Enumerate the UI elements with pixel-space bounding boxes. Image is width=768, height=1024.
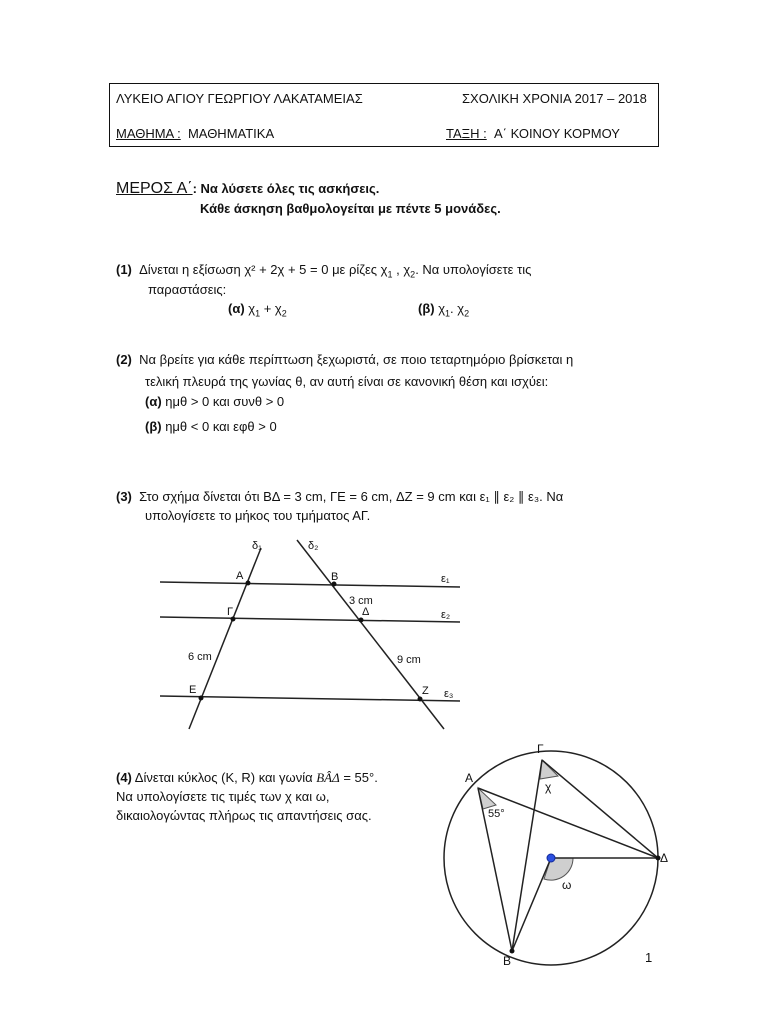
- label-angle-55: 55°: [488, 808, 505, 820]
- q1-line2: παραστάσεις:: [148, 282, 227, 297]
- q1-number: (1): [116, 262, 132, 277]
- label-bd-length: 3 cm: [349, 595, 373, 607]
- q2-line2: τελική πλευρά της γωνίας θ, αν αυτή είναι σε κανονική θέση και ισχύει:: [145, 374, 549, 389]
- part-title: ΜΕΡΟΣ Α΄: [116, 180, 193, 197]
- point-b-circle: [510, 949, 515, 954]
- label-e2: ε₂: [441, 609, 451, 621]
- q3-line2: υπολογίσετε το μήκος του τμήματος ΑΓ.: [145, 508, 371, 523]
- label-d2: δ₂: [308, 540, 319, 552]
- q4-line3: δικαιολογώντας πλήρως τις απαντήσεις σας.: [116, 808, 372, 823]
- q2-number: (2): [116, 352, 132, 367]
- label-d1: δ₁: [252, 540, 262, 552]
- q2-part-b: (β) ημθ < 0 και εφθ > 0: [145, 419, 277, 434]
- q4-line1: (4) Δίνεται κύκλος (Κ, R) και γωνία ΒÂΔ = 55°.: [116, 770, 378, 785]
- label-g-circle: Γ: [537, 742, 544, 756]
- q1-part-a: (α) $\chi_1 + \chi_2$: [228, 301, 287, 319]
- center-k: [547, 854, 555, 862]
- label-g: Γ: [227, 606, 234, 618]
- q3-line1: (3) Στο σχήμα δίνεται ότι ΒΔ = 3 cm, ΓΕ = 6 cm, ΔΖ = 9 cm και ε₁ ∥ ε₂ ∥ ε₃. Να: [116, 489, 564, 504]
- class-label: ΤΑΞΗ :: [446, 126, 487, 141]
- label-z: Ζ: [422, 685, 429, 697]
- label-e1: ε₁: [441, 573, 450, 585]
- q4-number: (4): [116, 770, 132, 785]
- label-angle-x: χ: [545, 780, 552, 794]
- part-line2: Κάθε άσκηση βαθμολογείται με πέντε 5 μονάδες.: [200, 201, 501, 216]
- segment-ad: [478, 788, 658, 858]
- subject-label: ΜΑΘΗΜΑ :: [116, 126, 181, 141]
- part-line1: : Να λύσετε όλες τις ασκήσεις.: [192, 181, 380, 196]
- q2-part-a: (α) ημθ > 0 και συνθ > 0: [145, 394, 285, 409]
- q1-part-b: (β) $\chi_1$. $\chi_2$: [418, 301, 470, 319]
- label-b: Β: [331, 571, 339, 583]
- label-angle-w: ω: [562, 878, 572, 892]
- label-d-circle: Δ: [660, 851, 669, 865]
- label-a: Α: [236, 570, 244, 582]
- school-name: ΛΥΚΕΙΟ ΑΓΙΟΥ ΓΕΩΡΓΙΟΥ ΛΑΚΑΤΑΜΕΙΑΣ: [116, 91, 363, 106]
- q1-line1: (1) Δίνεται η εξίσωση χ² + 2χ + 5 = 0 με ρίζες $\chi_1$ , $\chi_2$. Να υπολογίσετε τις: [116, 262, 532, 280]
- school-year: ΣΧΟΛΙΚΗ ΧΡΟΝΙΑ 2017 – 2018: [462, 91, 647, 106]
- label-d: Δ: [362, 606, 370, 618]
- label-e3: ε₃: [444, 688, 454, 700]
- segment-gd: [542, 760, 658, 858]
- q4-line2: Να υπολογίσετε τις τιμές των χ και ω,: [116, 789, 330, 804]
- segment-gb: [512, 760, 542, 951]
- label-e: Ε: [189, 684, 197, 696]
- subject-value: ΜΑΘΗΜΑΤΙΚΑ: [187, 126, 275, 141]
- class-value: Α΄ ΚΟΙΝΟΥ ΚΟΡΜΟΥ: [493, 126, 620, 141]
- segment-kb: [512, 858, 551, 951]
- page-number: 1: [645, 950, 653, 965]
- label-a-circle: Α: [465, 771, 474, 785]
- label-dz-length: 9 cm: [397, 654, 421, 666]
- label-b-circle: Β: [503, 954, 512, 968]
- q3-number: (3): [116, 489, 132, 504]
- angle-x-mark: [540, 760, 558, 779]
- label-ge-length: 6 cm: [188, 651, 212, 663]
- q2-line1: (2) Να βρείτε για κάθε περίπτωση ξεχωριστά, σε ποιο τεταρτημόριο βρίσκεται η: [116, 352, 574, 367]
